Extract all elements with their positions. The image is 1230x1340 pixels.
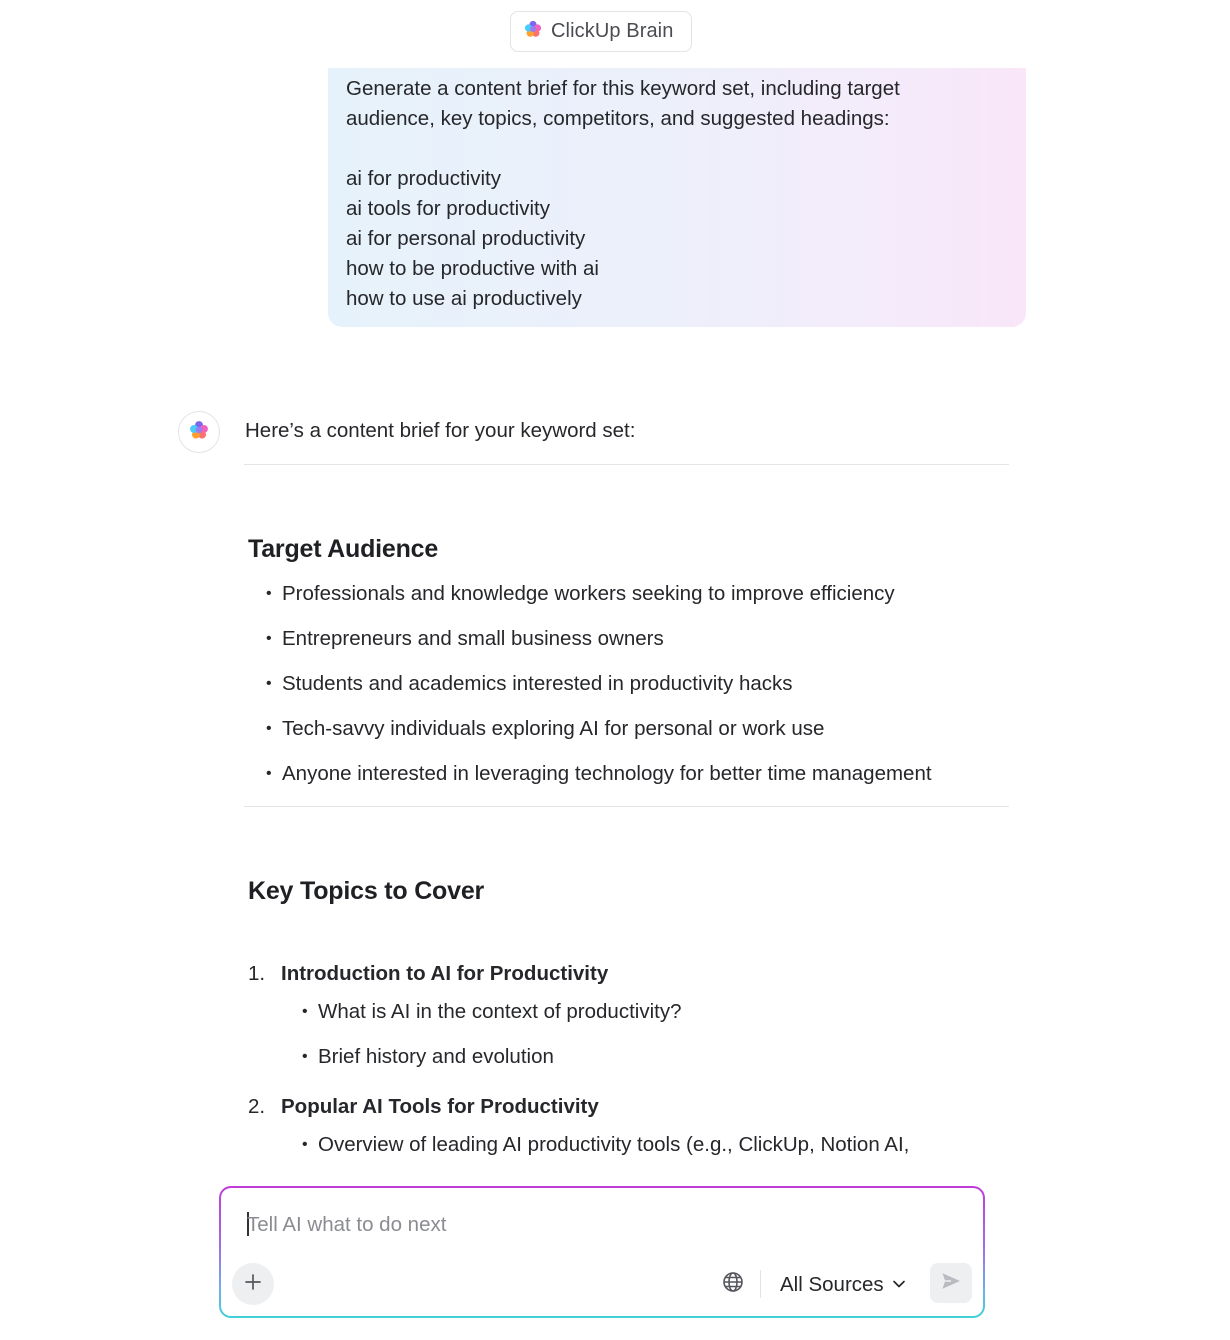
divider — [244, 464, 1009, 465]
add-button[interactable] — [232, 1263, 274, 1305]
send-icon — [940, 1270, 962, 1297]
toolbar-separator — [760, 1270, 761, 1298]
ai-avatar — [178, 411, 220, 453]
list-item: • Professionals and knowledge workers seeking to improve efficiency — [266, 582, 895, 605]
ai-composer — [219, 1186, 985, 1318]
prompt-line: Generate a content brief for this keyword set, including target — [346, 77, 900, 100]
globe-icon — [722, 1271, 744, 1298]
sources-dropdown[interactable] — [780, 1270, 906, 1300]
prompt-keyword: how to be productive with ai — [346, 257, 599, 280]
list-item: • Tech-savvy individuals exploring AI for personal or work use — [266, 717, 825, 740]
list-item: • What is AI in the context of productivity? — [302, 1000, 682, 1023]
list-item: • Brief history and evolution — [302, 1045, 554, 1068]
prompt-keyword: ai for personal productivity — [346, 227, 586, 250]
clickup-brain-header[interactable] — [510, 11, 692, 52]
chevron-down-icon — [892, 1273, 906, 1297]
numbered-item: 2. Popular AI Tools for Productivity — [248, 1095, 599, 1118]
clickup-brain-icon — [523, 19, 543, 44]
list-item: • Entrepreneurs and small business owners — [266, 627, 664, 650]
prompt-keyword: how to use ai productively — [346, 287, 582, 310]
list-item: • Students and academics interested in productivity hacks — [266, 672, 793, 695]
plus-icon — [244, 1273, 262, 1296]
send-button[interactable] — [930, 1263, 972, 1303]
list-item: • Overview of leading AI productivity tools (e.g., ClickUp, Notion AI, — [302, 1133, 910, 1156]
sources-label: All Sources — [780, 1273, 884, 1296]
header-title: ClickUp Brain — [551, 20, 674, 42]
user-prompt-bubble — [328, 68, 1026, 327]
composer-body — [221, 1188, 983, 1316]
ai-prompt-input[interactable] — [247, 1210, 947, 1240]
prompt-line: audience, key topics, competitors, and suggested headings: — [346, 107, 890, 130]
web-search-toggle[interactable] — [721, 1272, 745, 1296]
key-topics-heading: Key Topics to Cover — [248, 877, 485, 905]
numbered-item: 1. Introduction to AI for Productivity — [248, 962, 609, 985]
target-audience-heading: Target Audience — [248, 535, 439, 563]
response-intro: Here’s a content brief for your keyword set: — [245, 419, 636, 442]
clickup-brain-icon — [188, 419, 210, 446]
divider — [244, 806, 1009, 807]
prompt-keyword: ai tools for productivity — [346, 197, 550, 220]
list-item: • Anyone interested in leveraging technology for better time management — [266, 762, 932, 785]
prompt-keyword: ai for productivity — [346, 167, 501, 190]
